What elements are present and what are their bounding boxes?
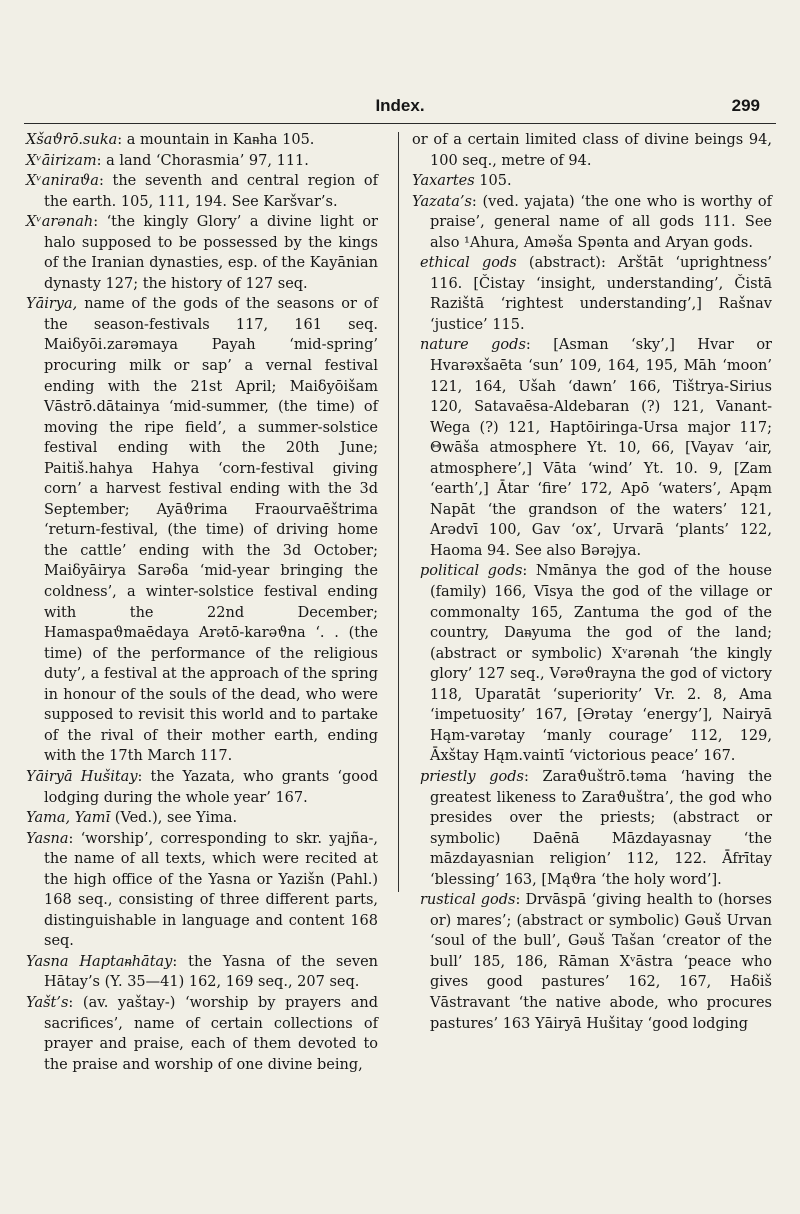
entry-text: name of the gods of the seasons or of the season-festivals 117, 161 seq. Maiδyōi.zarəmaya Payah ‘mid-spring’ procuring milk or sap’ a vernal festival ending with the 21st April; Maiδyōišam Vāstrō.dātainya ‘mid-summer, (the time) of moving the ripe field’, a summer-solstice festival ending with the 20th June; Paitiš.hahya Hahya ‘corn-festival giving corn’ a harvest festival ending with the 3d September; Ayāϑrima Fraourvaēštrima ‘return-festival, (the time) of driving home the cattle’ ending with the 3d October; Maiδyāirya Sarəδa ‘mid-year bringing the coldness’, a winter-solstice festival ending with the 22nd December; Hamaspaϑmaēdaya Arətō-karəϑna ‘. . (the time) of the performance of the religious duty’, a festival at the approach of the spring in honour of the souls of the dead, who were supposed to revisit this world and to partake of the rival of their mother earth, ending with the 17th March 117. <box>44 296 378 765</box>
index-entry <box>26 212 378 294</box>
entry-term: Yazata’s <box>412 193 472 210</box>
index-entry <box>26 808 378 829</box>
entry-text: : the Yazata, who grants ‘good lodging during the whole year’ 167. <box>44 768 378 806</box>
entry-term: Yāiryā Hušitay <box>26 768 138 785</box>
index-entry <box>26 130 378 151</box>
entry-text: 105. <box>474 173 512 190</box>
entry-text: : a land ‘Chorasmia’ 97, 111. <box>96 152 309 169</box>
entry-term: Xšaϑrō.suka <box>26 132 118 148</box>
index-entry <box>412 130 772 171</box>
index-entry <box>26 767 378 808</box>
entry-text: : ‘worship’, corresponding to skr. yajña-, the name of all texts, which were recited at the high office of the Yasna or Yazišn (Pahl.) 168 seq., consisting of three different parts, distinguishable in language and content 168 seq. <box>44 830 378 950</box>
entry-term: Xᵛarənah <box>26 214 94 231</box>
index-entry <box>412 253 772 335</box>
index-entry <box>26 993 378 1075</box>
entry-text: (Ved.), see Yima. <box>110 810 238 827</box>
index-entry <box>26 294 378 767</box>
index-entry <box>412 767 772 890</box>
entry-text: : the Yasna of the seven Hātay’s (Y. 35—41) 162, 169 seq., 207 seq. <box>44 953 378 991</box>
entry-text: or of a certain limited class of divine beings 94, 100 seq., metre of 94. <box>412 132 772 169</box>
entry-text: : ‘the kingly Glory’ a divine light or halo supposed to be possessed by the kings of the Iranian dynasties, esp. of the Kayānian dynasty 127; the history of 127 seq. <box>44 214 378 292</box>
header-rule <box>24 123 776 124</box>
entry-text: (abstract): Arštāt ‘uprightness’ 116. [Čistay ‘insight, understanding’, Čistā Razištā ‘rightest understanding’,] Rašnav ‘justice’ 115. <box>430 255 772 333</box>
entry-term: ethical gods <box>420 255 517 272</box>
entry-term: political gods <box>420 563 523 580</box>
entry-term: Yašt’s <box>26 994 69 1011</box>
index-entry <box>26 151 378 172</box>
entry-text: : (av. yaštay-) ‘worship by prayers and sacrifices’, name of certain collections of prayer and praise, each of them devoted to the praise and worship of one divine being, <box>44 994 378 1073</box>
index-entry <box>412 192 772 254</box>
entry-text: : (ved. yajata) ‘the one who is worthy of praise’, general name of all gods 111. See also ¹Ahura, Aməša Spənta and Aryan gods. <box>430 193 772 251</box>
entry-term: Yāirya, <box>26 296 78 313</box>
index-entry <box>412 171 772 192</box>
entry-term: priestly gods <box>420 768 524 785</box>
entry-text: : the seventh and central region of the earth. 105, 111, 194. See Karšvar’s. <box>44 173 378 210</box>
index-entry <box>26 952 378 993</box>
entry-text: : a mountain in Kaᵰha 105. <box>117 132 315 148</box>
index-entry <box>26 171 378 212</box>
entry-term: Yaxartes <box>412 173 475 190</box>
entry-term: Yasna Haptaᵰhātay <box>26 953 173 970</box>
index-entry <box>412 561 772 766</box>
entry-text: : Zaraϑuštrō.təma ‘having the greatest likeness to Zaraϑuštra’, the god who presides over the priests; (abstract or symbolic) Daēnā Māzdayasnay ‘the māzdayasnian religion’ 112, 122. Āfrītay ‘blessing’ 163, [Mąϑra ‘the holy word’]. <box>430 768 773 888</box>
index-entry <box>26 829 378 952</box>
index-entry <box>412 890 772 1034</box>
entry-term: Yasna <box>26 830 69 847</box>
entry-term: Yama, Yamī <box>26 810 111 827</box>
entry-text: : Nmānya the god of the house (family) 166, Vīsya the god of the village or commonalty 165, Zantuma the god of the country, Daᵰyuma the god of the land; (abstract or symbolic) Xᵛarənah ‘the kingly glory’ 127 seq., Vərəϑrayna the god of victory 118, Uparatāt ‘superiority’ Vr. 2. 8, Ama ‘impetuosity’ 167, [Ərətay ‘energy’], Nairyā Hąm-varətay ‘manly courage’ 112, 129, Āxštay Hąm.vaintī ‘victorious peace’ 167. <box>430 563 773 765</box>
page-header <box>40 96 760 122</box>
left-column <box>26 130 378 1075</box>
page-title: Index. <box>375 96 425 115</box>
entry-term: rustical gods <box>420 892 516 909</box>
page-number: 299 <box>731 96 760 115</box>
entry-term: Xᵛaniraϑa <box>26 173 99 190</box>
column-divider <box>398 132 399 892</box>
index-entry <box>412 335 772 561</box>
entry-text: : [Asman ‘sky’,] Hvar or Hvarəxšaēta ‘sun’ 109, 164, 195, Māh ‘moon’ 121, 164, Ušah ‘dawn’ 166, Tištrya-Sirius 120, Satavaēsa-Aldebaran (?) 121, Vanant-Wega (?) 121, Haptōiringa-Ursa major 117; Θwāša atmosphere Yt. 10, 66, [Vayav ‘air, atmosphere’,] Vāta ‘wind’ Yt. 10. 9, [Zam ‘earth’,] Ātar ‘fire’ 172, Apō ‘waters’, Apąm Napāt ‘the grandson of the waters’ 121, Arədvī 100, Gav ‘ox’, Urvarā ‘plants’ 122, Haoma 94. See also Bərəjya. <box>430 337 772 559</box>
right-column <box>412 130 772 1034</box>
entry-text: : Drvāspā ‘giving health to (horses or) mares’; (abstract or symbolic) Gəuš Urvan ‘soul of the bull’, Gəuš Tašan ‘creator of the bull’ 185, 186, Rāman Xᵛāstra ‘peace who gives good pastures’ 162, 167, Haδiš Vāstravant ‘the native abode, who procures pastures’ 163 Yāiryā Hušitay ‘good lodging <box>430 892 772 1032</box>
entry-term: nature gods <box>420 337 526 354</box>
entry-term: Xᵛāirizam <box>26 152 97 169</box>
